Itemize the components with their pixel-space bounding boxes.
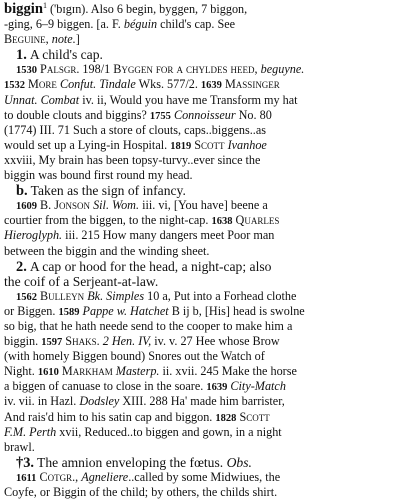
sense-number: 1. xyxy=(16,47,27,64)
quote-line: (1774) III. 71 Such a store of clouts, caps..biggens..as xyxy=(4,122,266,137)
quote-line: to double clouts and biggins? 1755 Connoisseur No. 80 xyxy=(4,107,272,122)
quote-line: (with homely Biggen bound) Snores out the Watch of xyxy=(4,349,265,364)
sense-b-definition xyxy=(4,183,393,198)
quote-line: biggin. 1597 Shaks. 2 Hen. IV, iv. v. 27 Hee whose Brow xyxy=(4,334,280,349)
cross-reference: Beguine xyxy=(4,32,46,47)
sense-2-definition-cont: the coif of a Serjeant-at-law. xyxy=(4,273,159,289)
quote-line: 1532 More Confut. Tindale Wks. 577/2. 1639 Massinger xyxy=(4,77,280,92)
obsolete-label: Obs. xyxy=(226,454,252,470)
quote-line: Coyfe, or Biggin of the child; by others, the childs shirt. xyxy=(4,485,278,499)
quote-line: 1609 B. Jonson Sil. Wom. iii. vi, [You have] beene a xyxy=(16,198,268,213)
quote-line: Night. 1610 Markham Masterp. ii. xvii. 245 Make the horse xyxy=(4,364,297,379)
etymology-gloss: child's cap. See xyxy=(157,17,236,32)
quote-line: brawl. xyxy=(4,439,35,454)
sense-definition: A cap or hood for the head, a night-cap; also xyxy=(29,258,272,274)
quote-line: so big, that he hath neede send to the cooper to make him a xyxy=(4,318,293,333)
quote-line: courtier from the biggen, to the night-cap. 1638 Quarles xyxy=(4,213,280,228)
sense-1-definition xyxy=(4,47,393,62)
etymology-word: béguin xyxy=(123,17,158,32)
sense-number: b. xyxy=(16,183,28,200)
sense-2-definition xyxy=(4,259,393,274)
quote-line: would set up a Lying-in Hospital. 1819 Scott Ivanhoe xyxy=(4,137,267,152)
quote-line: biggin was bound first round my head. xyxy=(4,168,193,183)
quote-line: a biggen of canuase to close in the soare. 1639 City-Match xyxy=(4,379,286,394)
sense-3-definition xyxy=(4,455,393,470)
entry-header-line-3: Beguine, note.] xyxy=(4,32,80,47)
quote-line: Hieroglyph. iii. 215 How many dangers meet Poor man xyxy=(4,228,275,243)
quote-line: F.M. Perth xvii, Reduced..to biggen and gown, in a night xyxy=(4,424,282,439)
etymology-text: -ging, 6–9 biggen. [a. F. xyxy=(4,17,124,32)
pronunciation: ('bɪgɪn). xyxy=(49,2,89,16)
quote-line: xxviii, My brain has been topsy-turvy..ever since the xyxy=(4,152,261,167)
quote-line: between the biggin and the winding sheet. xyxy=(4,243,210,258)
cross-reference-note: note. xyxy=(51,32,76,47)
sense-number: 2. xyxy=(16,258,27,275)
quote-line: 1530 Palsgr. 198/1 Byggen for a chyldes heed, beguyne. xyxy=(16,62,305,77)
sense-definition: The amnion enveloping the fœtus. xyxy=(37,454,227,470)
quote-line: Unnat. Combat iv. ii, Would you have me Transform my hat xyxy=(4,92,298,107)
sense-definition: Taken as the sign of infancy. xyxy=(30,183,186,199)
quote-line: And rais'd him to his satin cap and biggon. 1828 Scott xyxy=(4,409,270,424)
headword: biggin xyxy=(4,1,43,17)
quote-line: 1611 Cotgr., Agneliere..called by some Midwiues, the xyxy=(16,469,281,484)
sense-number: †3. xyxy=(16,454,34,471)
quote-line: 1562 Bulleyn Bk. Simples 10 a, Put into a Forhead clothe xyxy=(16,288,297,303)
quote-line: or Biggen. 1589 Pappe w. Hatchet B ij b, [His] head is swolne xyxy=(4,303,305,318)
sense-definition: A child's cap. xyxy=(29,47,103,63)
entry-header-line-1 xyxy=(4,2,393,17)
quote-line: iv. vii. in Hazl. Dodsley XIII. 288 Ha' made him barrister, xyxy=(4,394,285,409)
entry-header-line-2 xyxy=(4,17,393,32)
homograph-number: 1 xyxy=(42,0,47,10)
variant-forms: Also 6 begin, byggen, 7 biggon, xyxy=(90,2,248,16)
